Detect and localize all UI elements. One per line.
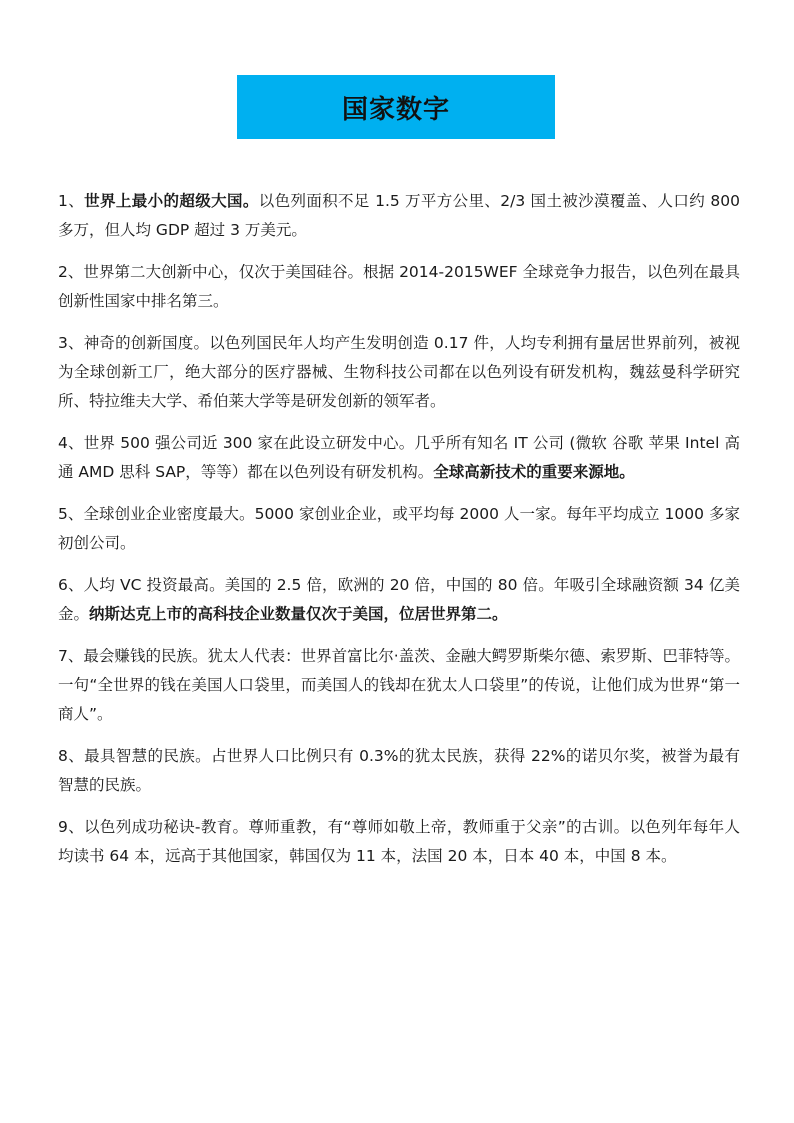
item-1-heading: 世界上最小的超级大国。 — [84, 192, 259, 210]
list-item-2 — [58, 258, 740, 316]
page-title: 国家数字 — [341, 94, 450, 125]
item-5-text: 5、全球创业企业密度最大。5000 家创业企业，或平均每 2000 人一家。每年平均成立 1000 多家初创公司。 — [58, 505, 740, 552]
item-6-highlight: 纳斯达克上市的高科技企业数量仅次于美国，位居世界第二。 — [89, 605, 508, 623]
item-1-text: 以色列面积不足 1.5 万平方公里、2/3 国土被沙漠覆盖、人口约 800 多万，但人均 GDP 超过 3 万美元。 — [58, 192, 740, 239]
list-item-3 — [58, 329, 740, 416]
item-4-highlight: 全球高新技术的重要来源地。 — [433, 463, 635, 481]
item-8-text: 8、最具智慧的民族。占世界人口比例只有 0.3%的犹太民族，获得 22%的诺贝尔奖，被誉为最有智慧的民族。 — [58, 747, 740, 794]
item-3-text: 3、神奇的创新国度。以色列国民年人均产生发明创造 0.17 件，人均专利拥有量居世界前列，被视为全球创新工厂，绝大部分的医疗器械、生物科技公司都在以色列设有研发机构，魏兹曼科学研究所、特拉维夫大学、希伯莱大学等是研发创新的领军者。 — [58, 334, 740, 410]
list-item-6 — [58, 571, 740, 629]
list-item-9 — [58, 813, 740, 871]
list-item-7 — [58, 642, 740, 729]
item-1-number: 1、 — [58, 192, 85, 210]
list-item-1 — [58, 187, 740, 245]
item-6-text: 6、人均 VC 投资最高。美国的 2.5 倍，欧洲的 20 倍，中国的 80 倍。年吸引全球融资额 34 亿美金。 — [58, 576, 740, 623]
item-7-text: 7、最会赚钱的民族。犹太人代表：世界首富比尔·盖茨、金融大鳄罗斯柴尔德、索罗斯、巴菲特等。一句“全世界的钱在美国人口袋里，而美国人的钱却在犹太人口袋里”的传说，让他们成为世界“第一商人”。 — [58, 647, 740, 723]
item-9-text: 9、以色列成功秘诀-教育。尊师重教，有“尊师如敬上帝，教师重于父亲”的古训。以色列年每年人均读书 64 本，远高于其他国家，韩国仅为 11 本，法国 20 本，日本 40 本，中国 8 本。 — [58, 818, 740, 865]
list-item-4 — [58, 429, 740, 487]
item-2-text: 2、世界第二大创新中心，仅次于美国硅谷。根据 2014-2015WEF 全球竞争力报告，以色列在最具创新性国家中排名第三。 — [58, 263, 740, 310]
document-body — [58, 187, 740, 884]
title-banner — [237, 75, 555, 139]
list-item-8 — [58, 742, 740, 800]
item-4-text: 4、世界 500 强公司近 300 家在此设立研发中心。几乎所有知名 IT 公司 (微软 谷歌 苹果 Intel 高通 AMD 思科 SAP，等等）都在以色列设有研发机构。 — [58, 434, 740, 481]
list-item-5 — [58, 500, 740, 558]
